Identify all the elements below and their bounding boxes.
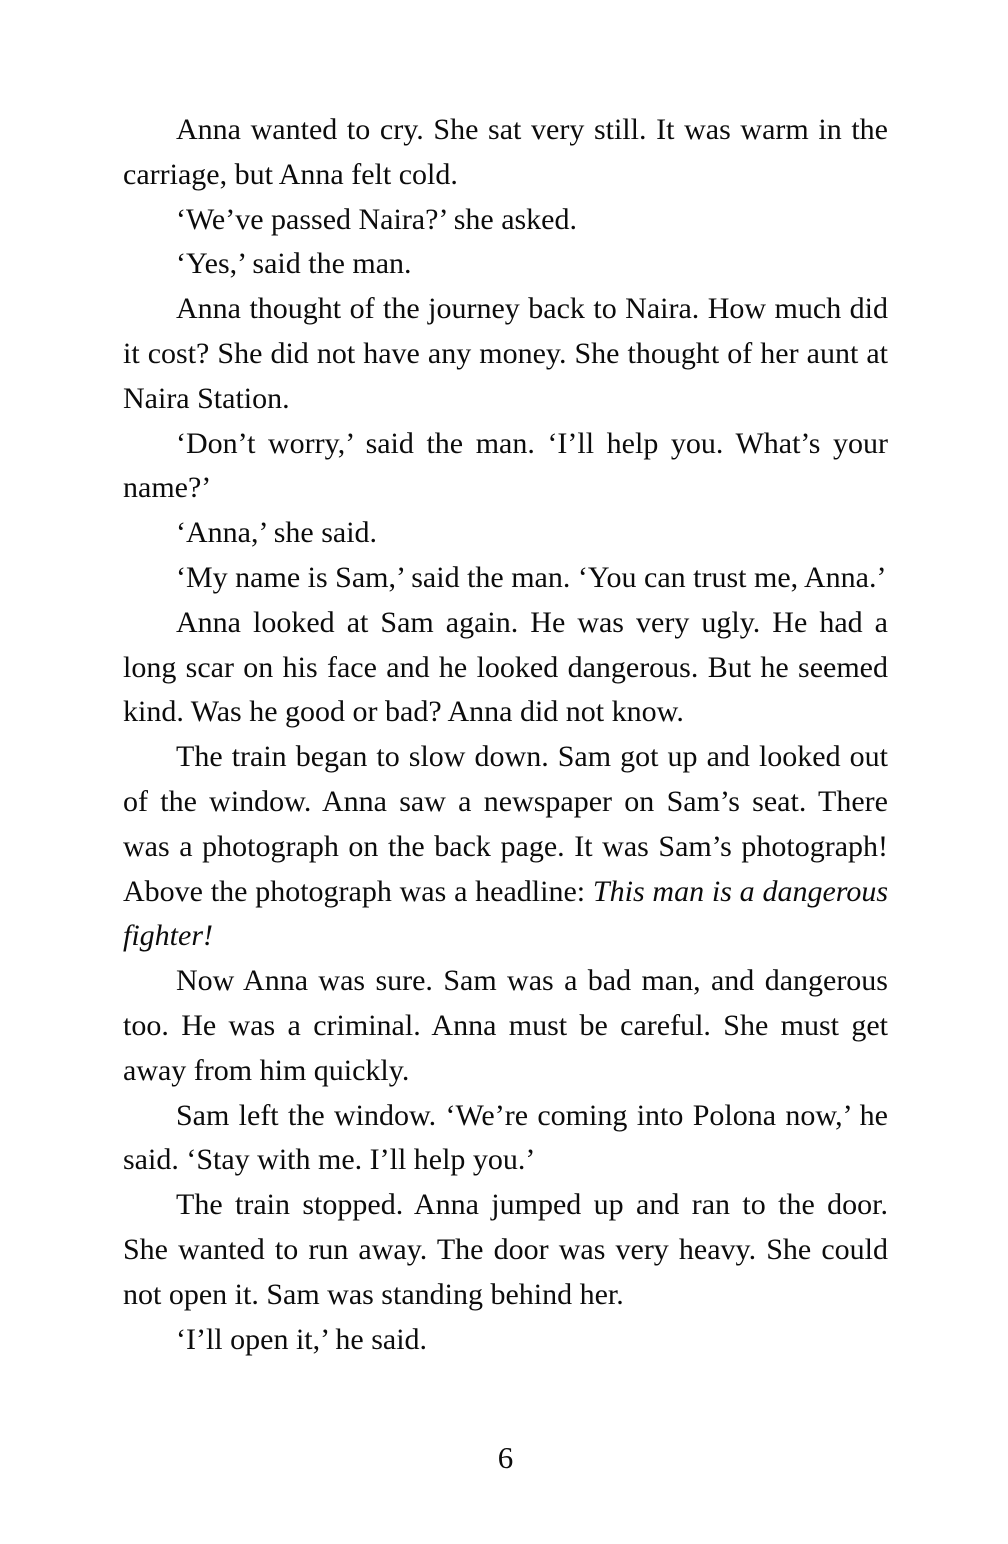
paragraph	[123, 511, 888, 556]
paragraph-text: ‘We’ve passed Naira?’ she asked.	[176, 202, 578, 236]
paragraph-text: Sam left the window. ‘We’re coming into Polona now,’ he said. ‘Stay with me. I’ll help you.’	[123, 1098, 888, 1177]
paragraph-text: ‘I’ll open it,’ he said.	[176, 1322, 428, 1356]
headline-italic-text: This man is a dangerous fighter!	[123, 874, 888, 953]
paragraph-text: ‘Don’t worry,’ said the man. ‘I’ll help you. What’s your name?’	[123, 426, 888, 505]
paragraph	[123, 601, 888, 735]
paragraph	[123, 1183, 888, 1317]
paragraph-text: ‘Anna,’ she said.	[176, 516, 378, 550]
paragraph	[123, 108, 888, 198]
paragraph-text: Now Anna was sure. Sam was a bad man, and dangerous too. He was a criminal. Anna must be careful. She must get away from him quickly.	[123, 964, 888, 1087]
paragraph-text: Anna looked at Sam again. He was very ugly. He had a long scar on his face and he looked dangerous. But he seemed kind. Was he good or bad? Anna did not know.	[123, 605, 888, 729]
paragraph	[123, 959, 888, 1093]
paragraph	[123, 1318, 888, 1363]
paragraph	[123, 556, 888, 601]
paragraph	[123, 735, 888, 959]
paragraph	[123, 242, 888, 287]
paragraph	[123, 198, 888, 243]
page-text	[123, 108, 888, 1362]
paragraph	[123, 1094, 888, 1184]
paragraph-text: Anna wanted to cry. She sat very still. It was warm in the carriage, but Anna felt cold.	[123, 113, 888, 191]
paragraph	[123, 422, 888, 512]
paragraph-text: The train began to slow down. Sam got up and looked out of the window. Anna saw a newspaper on Sam’s seat. There was a photograph on the back page. It was Sam’s photograph! Above the photograph was a headline:	[123, 740, 888, 908]
paragraph-text: ‘Yes,’ said the man.	[176, 247, 412, 281]
paragraph-text: Anna thought of the journey back to Naira. How much did it cost? She did not have any money. She thought of her aunt at Naira Station.	[123, 292, 888, 415]
paragraph	[123, 287, 888, 421]
page-number: 6	[497, 1440, 514, 1475]
paragraph-text: ‘My name is Sam,’ said the man. ‘You can trust me, Anna.’	[176, 560, 887, 594]
paragraph-text: The train stopped. Anna jumped up and ran to the door. She wanted to run away. The door was very heavy. She could not open it. Sam was standing behind her.	[123, 1188, 888, 1311]
